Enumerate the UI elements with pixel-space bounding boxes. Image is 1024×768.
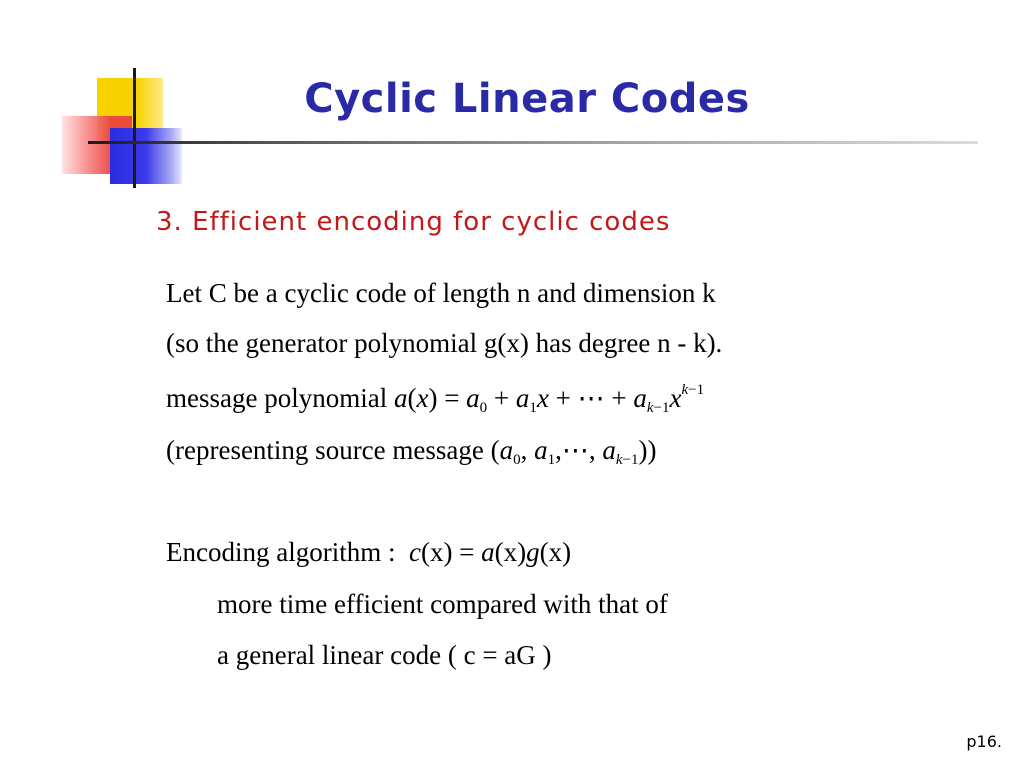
source-message-label: (representing source message xyxy=(166,435,484,465)
message-polynomial-formula: $a(x) = a_0 + a_1x$ + ⋯ + $a_{k-1}x^{k-1}$ xyxy=(393,382,705,416)
page-number: p16. xyxy=(966,732,1002,751)
message-polynomial-label: message polynomial xyxy=(166,383,388,413)
body-line-7: a general linear code ( c = aG ) xyxy=(217,640,552,670)
source-message-line xyxy=(166,435,657,466)
title-divider-line xyxy=(88,141,978,144)
message-polynomial-line xyxy=(166,383,704,414)
slide-title: Cyclic Linear Codes xyxy=(304,76,750,122)
decorative-blue-square xyxy=(110,128,182,184)
encoding-formula: c(x) = a(x)g(x) xyxy=(408,537,572,567)
source-message-formula: ($a_0$, $a_1,\cdots$, $a_{k-1}$)) xyxy=(490,435,657,468)
section-heading: 3. Efficient encoding for cyclic codes xyxy=(156,207,671,237)
body-line-1: Let C be a cyclic code of length n and dimension k xyxy=(166,278,716,308)
encoding-algorithm-line xyxy=(166,537,571,568)
body-line-2: (so the generator polynomial g(x) has degree n - k). xyxy=(166,328,723,358)
encoding-algorithm-label: Encoding algorithm : xyxy=(166,537,396,567)
body-line-6: more time efficient compared with that of xyxy=(217,589,668,619)
